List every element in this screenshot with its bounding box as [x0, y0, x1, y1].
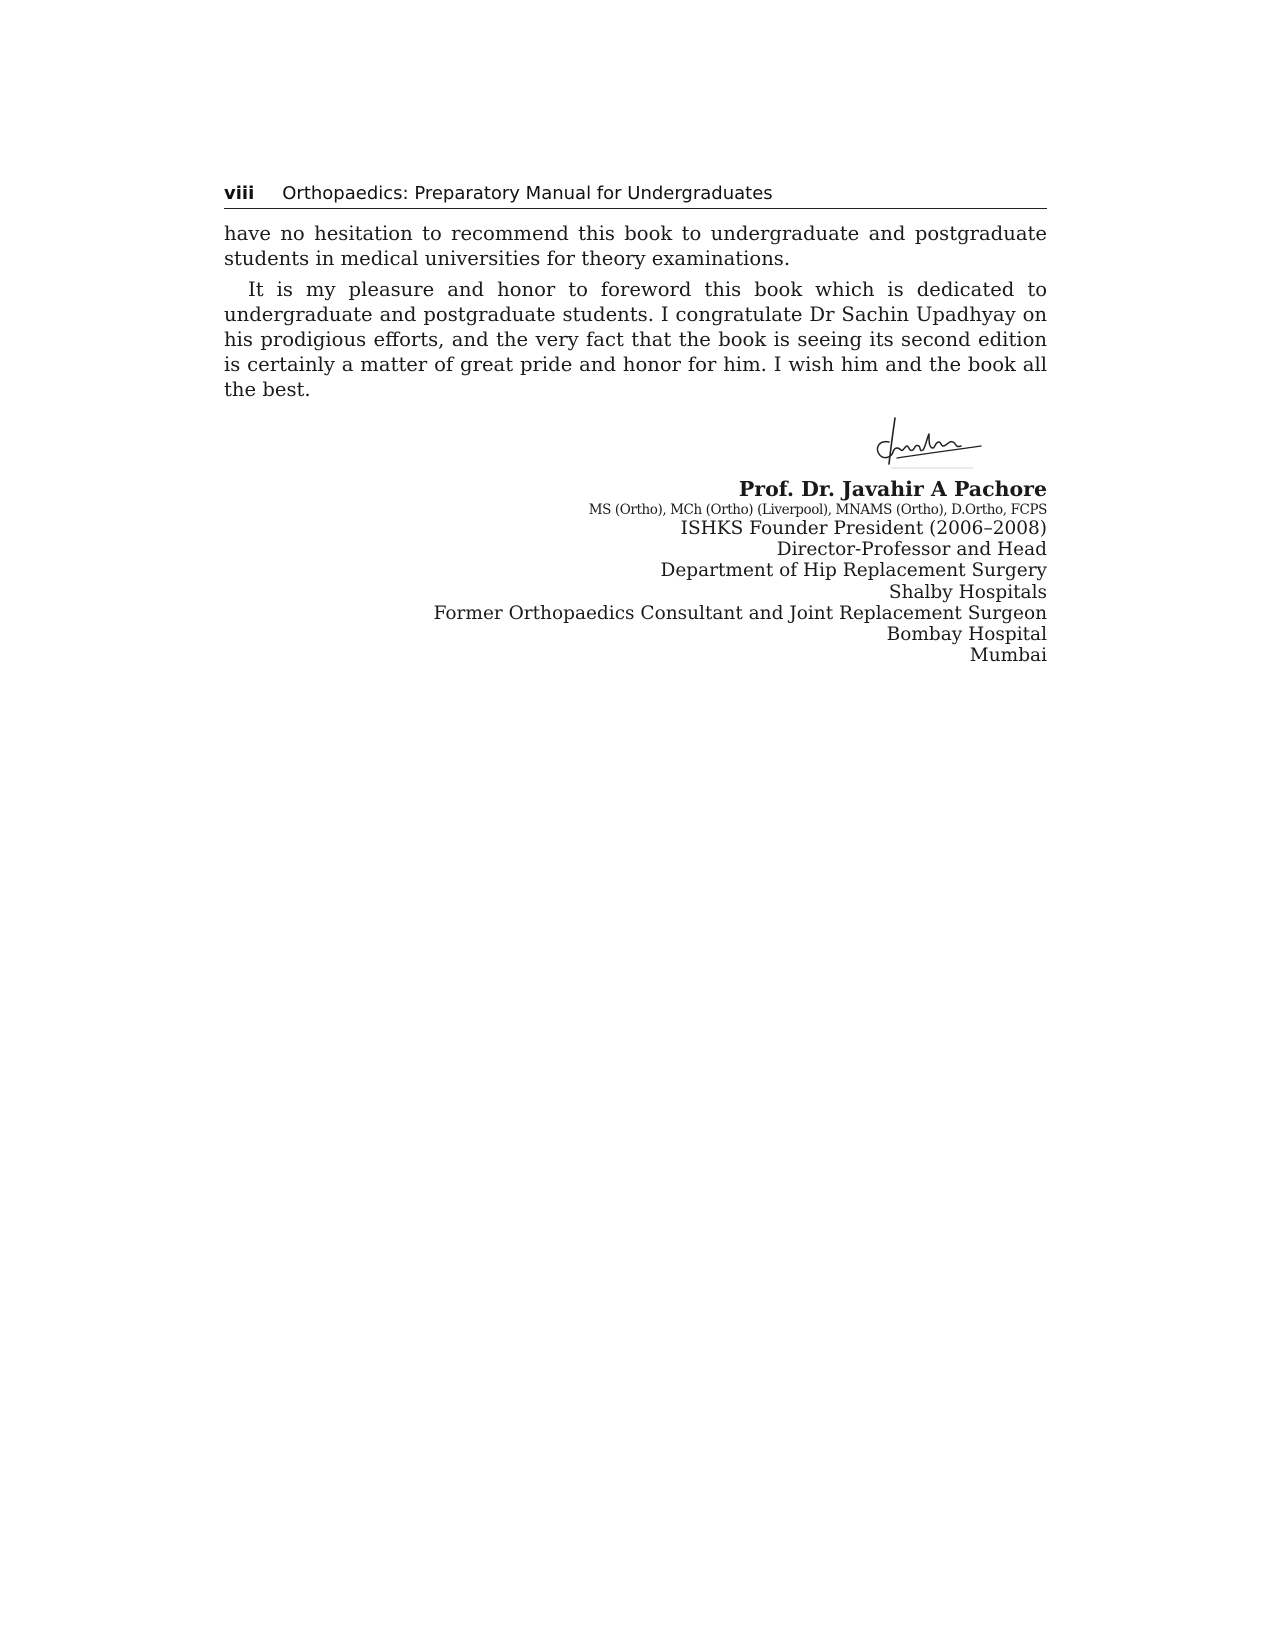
affiliation-line: Former Orthopaedics Consultant and Joint Replacement Surgeon — [433, 602, 1047, 624]
affiliation-line: Department of Hip Replacement Surgery — [660, 560, 1047, 582]
signatory-name: Prof. Dr. Javahir A Pachore — [738, 477, 1047, 501]
book-title: Orthopaedics: Preparatory Manual for Undergraduates — [282, 183, 773, 204]
affiliation-line: Bombay Hospital — [886, 624, 1047, 646]
affiliation-line: Mumbai — [969, 645, 1047, 667]
paragraph-foreword-closing: It is my pleasure and honor to foreword this book which is dedicated to undergraduate and postgraduate students. I congratulate Dr Sachin Upadhyay on his prodigious efforts, and the very fact that the book is seeing its second edition is certainly a matter of great pride and honor for him. I wish him and the book all the best. — [224, 278, 1047, 401]
affiliation-line: Director-Professor and Head — [776, 539, 1047, 561]
affiliation-line: Shalby Hospitals — [888, 581, 1047, 603]
paragraph-continued: have no hesitation to recommend this book to undergraduate and postgraduate students in medical universities for theory examinations. — [224, 222, 1047, 270]
signature-block — [224, 412, 1047, 666]
handwritten-signature — [873, 412, 985, 474]
signatory-qualifications: MS (Ortho), MCh (Ortho) (Liverpool), MNAMS (Ortho), D.Ortho, FCPS — [588, 502, 1047, 518]
page-number: viii — [224, 183, 255, 204]
affiliation-line: ISHKS Founder President (2006–2008) — [680, 518, 1047, 539]
book-page — [224, 182, 1047, 666]
running-head — [224, 182, 1047, 209]
